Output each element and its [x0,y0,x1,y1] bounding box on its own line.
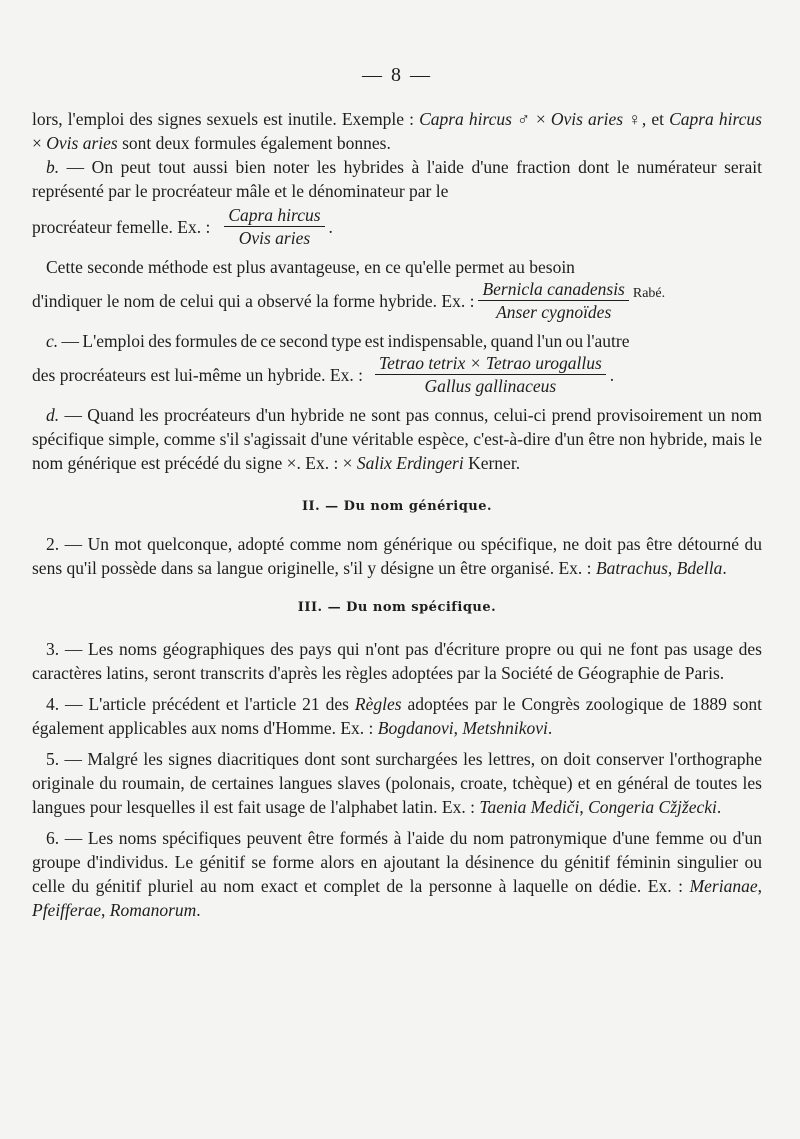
section-c-paragraph [32,329,762,353]
text: — L'emploi des formules de ce second type est indispensable, quand l'un ou l'autre [58,331,630,351]
second-method-formula-line [32,279,762,322]
fraction-numerator: Capra hircus [224,205,324,227]
heading-specific-name: III. — Du nom spécifique. [297,600,497,615]
text: , [579,797,589,817]
formula-trail: . [609,364,615,385]
section-letter: b. [46,157,60,177]
hybrid-fraction [224,205,324,248]
text: 3. — Les noms géographiques des pays qui n'ont pas d'écriture propre ou qui ne font pas usage des caractères latins, seront transcrits d'après les règles adoptées par la Société de Géographie de Paris. [32,639,762,683]
observer-author: Rabé [632,285,662,301]
species-name: Bogdanovi [377,718,454,738]
text: 6. — Les noms spécifiques peuvent être formés à l'aide du nom patronymique d'une femme ou d'un groupe d'individus. Le génitif se forme alors en ajoutant la désinence du génitif féminin singulier ou celle du génitif pluriel au nom exact et complet de la personne à laquelle on dédie. Ex. : [32,828,762,896]
text: , [757,876,762,896]
text: , [453,718,463,738]
species-name: Metshnikovi [462,718,548,738]
hybrid-fraction [375,353,606,396]
formula-lead: des procréateurs est lui-même un hybride. Ex. : [32,364,363,385]
section-letter: d. [46,405,60,425]
text: ♀, et [623,109,670,129]
article-4-paragraph [32,692,762,740]
text: 2. — Un mot quelconque, adopté comme nom générique ou spécifique, ne doit pas être détourné du sens qu'il possède dans sa langue originelle, s'il y désigne un être organisé. Ex. : [32,534,762,578]
species-name: Taenia Mediči [479,797,580,817]
species-name: Salix Erdingeri [356,453,464,473]
species-name: Congeria Cžjžecki [588,797,717,817]
formula-lead: d'indiquer le nom de celui qui a observé la forme hybride. Ex. : [32,290,475,311]
fraction-denominator: Gallus gallinaceus [424,376,557,396]
section-b-formula-line [32,205,762,248]
second-method-paragraph: Cette seconde méthode est plus avantageuse, en ce qu'elle permet au besoin [46,257,575,277]
formula-lead: procréateur femelle. Ex. : [32,216,211,237]
species-name: Romanorum [109,900,197,920]
text: , [101,900,110,920]
fraction-denominator: Anser cygnoïdes [496,302,612,322]
hybrid-fraction [478,279,628,322]
section-letter: c. [46,331,59,351]
text: 5. — Malgré les signes diacritiques dont sont surchargées les lettres, on doit conserver l'orthographe originale du roumain, de certaines langues slaves (polonais, croate, tchèque) et en général de toutes les langues pour lesquelles il est fait usage de l'alphabet latin. Ex. : [32,749,762,817]
article-3-paragraph [32,637,762,685]
section-d-paragraph [32,403,762,475]
genus-name: Batrachus [595,558,668,578]
text: . [722,558,727,578]
text: . [547,718,553,738]
work-title: Règles [354,694,402,714]
text: . [716,797,722,817]
section-b-paragraph [32,155,762,203]
article-6-paragraph [32,826,762,922]
text: sont deux formules également bonnes. [117,133,391,153]
formula-trail: . [328,216,333,237]
text: . [196,900,201,920]
text: — On peut tout aussi bien noter les hybrides à l'aide d'une fraction dont le numérateur serait représenté par le procréateur mâle et le dénominateur par le [32,157,762,201]
intro-paragraph [32,107,762,155]
species-name: Ovis aries [550,109,624,129]
article-5-paragraph [32,747,762,819]
heading-generic-name: II. — Du nom générique. [301,499,493,514]
species-name: Capra hircus [669,109,762,129]
fraction-numerator: Tetrao tetrix × Tetrao urogallus [375,353,606,375]
text: ♂ × [511,109,551,129]
text: × [32,133,47,153]
text: — Quand les procréateurs d'un hybride ne sont pas connus, celui-ci prend provisoirement un nom spécifique simple, comme s'il s'agissait d'une véritable espèce, c'est-à-dire d'un être non hybride, mais le nom générique est précédé du signe ×. Ex. : × [32,405,762,473]
formula-trail: . [661,285,666,301]
species-name: Capra hircus [419,109,512,129]
species-name: Ovis aries [46,133,118,153]
fraction-numerator: Bernicla canadensis [478,279,628,301]
text: adoptées par le Congrès zoologique de 1889 sont également applicables aux noms d'Homme. Ex. : [32,694,762,738]
section-c-formula-line [32,353,762,396]
text: , [667,558,677,578]
fraction-denominator: Ovis aries [238,228,311,248]
species-name: Pfeifferae [32,900,102,920]
text: Kerner. [463,453,521,473]
text: lors, l'emploi des signes sexuels est inutile. Exemple : [32,109,420,129]
page-number: — 8 — [362,64,432,86]
article-2-paragraph [32,532,762,580]
text: 4. — L'article précédent et l'article 21 des [46,694,355,714]
species-name: Merianae [689,876,758,896]
genus-name: Bdella [676,558,723,578]
